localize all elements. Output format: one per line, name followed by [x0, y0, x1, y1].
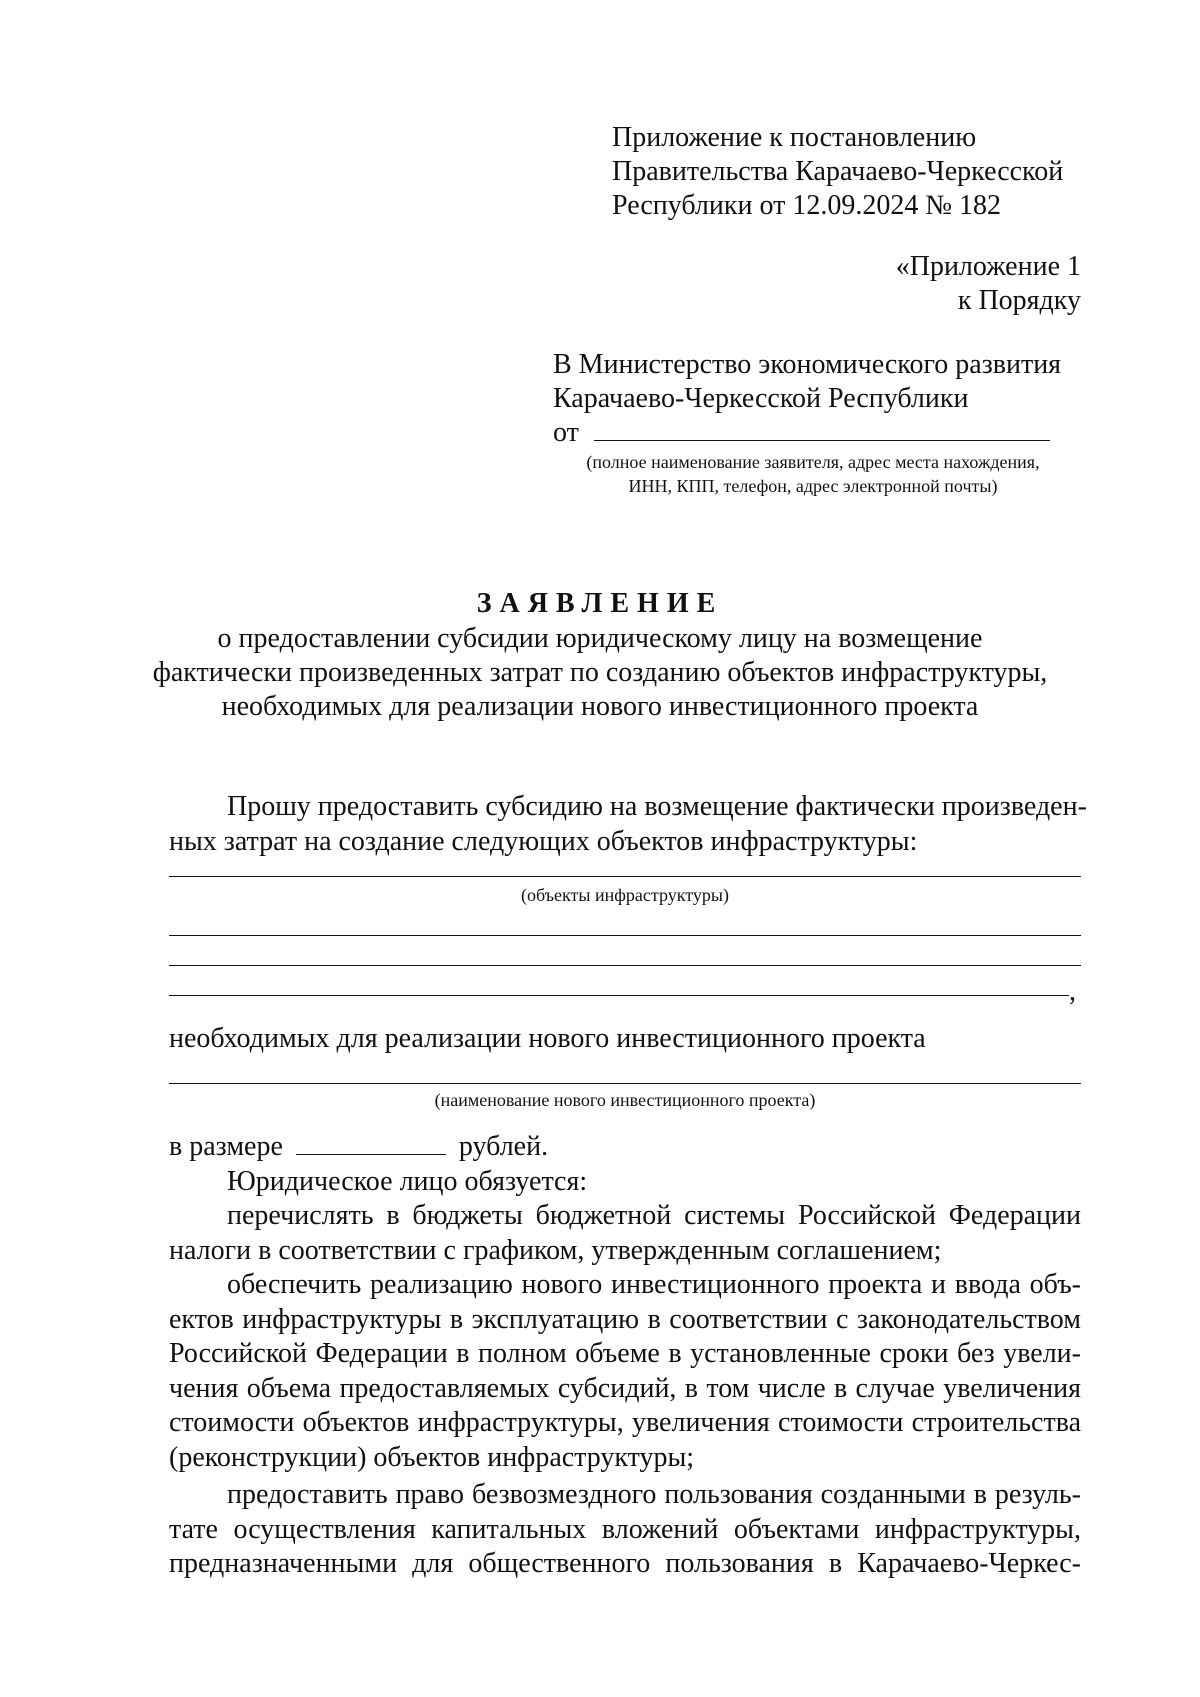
amount-blank-line [296, 1132, 446, 1155]
title-block [100, 588, 1100, 724]
annex-line-1: Приложение к постановлению [612, 122, 977, 153]
obligations-intro: Юридическое лицо обязуется: [227, 1165, 588, 1197]
obligations-block [169, 1130, 1081, 1582]
project-hint: (наименование нового инвестиционного проекта) [434, 1090, 816, 1110]
obligation-3-line-1: предоставить право безвозмездного пользования созданными в резуль- [227, 1479, 1081, 1510]
obligation-3-line-2: тате осуществления капитальных вложений объектами инфраструктуры, [169, 1513, 1081, 1545]
applicant-blank-line [594, 418, 1050, 441]
amount-prefix: в размере [169, 1131, 283, 1162]
request-block [169, 790, 1087, 859]
obligation-2-line-2: ектов инфраструктуры в эксплуатацию в соответствии с законодательством [169, 1303, 1081, 1335]
obligation-2-line-6: (реконструкции) объектов инфраструктуры; [169, 1441, 695, 1473]
obligation-2-line-1: обеспечить реализацию нового инвестиционного проекта и ввода объ- [227, 1269, 1081, 1300]
project-blank-line [169, 1083, 1081, 1084]
obligation-1-line-1: перечислять в бюджеты бюджетной системы Российской Федерации [227, 1200, 1081, 1231]
from-label: от [553, 417, 579, 448]
objects-blank-line-3 [169, 965, 1081, 966]
objects-blank-line-2 [169, 935, 1081, 936]
order-ref-line-2: к Порядку [957, 285, 1081, 316]
title-sub-2: фактически произведенных затрат по созданию объектов инфраструктуры, [152, 657, 1048, 688]
applicant-hint [553, 450, 1073, 498]
addressee-line-1: В Министерство экономического развития [553, 349, 1062, 380]
document-heading: ЗАЯВЛЕНИЕ [476, 588, 724, 619]
from-row [553, 416, 1061, 450]
title-sub-3: необходимых для реализации нового инвестиционного проекта [221, 691, 979, 722]
objects-comma: , [1069, 976, 1076, 1007]
request-line-1: Прошу предоставить субсидию на возмещение фактически произведен- [227, 791, 1087, 822]
annex-block [612, 121, 1063, 223]
annex-line-3: Республики от 12.09.2024 № 182 [612, 190, 1002, 221]
order-ref-block [800, 250, 1081, 318]
addressee-line-2: Карачаево-Черкесской Республики [553, 383, 969, 414]
amount-suffix: рублей. [458, 1131, 549, 1162]
applicant-hint-line-2: ИНН, КПП, телефон, адрес электронной почты) [628, 476, 998, 496]
obligation-2-line-3: Российской Федерации в полном объеме в установленные сроки без увели- [169, 1338, 1081, 1369]
request-line-2: ных затрат на создание следующих объектов инфраструктуры: [169, 825, 918, 857]
obligation-1-line-2: налоги в соответствии с графиком, утвержденным соглашением; [169, 1234, 942, 1266]
addressee-block [553, 348, 1061, 450]
obligation-3-line-3: предназначенными для общественного пользования в Карачаево-Черкес- [169, 1548, 1081, 1579]
title-sub-1: о предоставлении субсидии юридическому лицу на возмещение [217, 623, 983, 654]
objects-blank-line-1 [169, 876, 1081, 877]
annex-line-2: Правительства Карачаево-Черкесской [612, 156, 1064, 187]
amount-row [169, 1130, 1081, 1165]
obligation-2-line-4: чения объема предоставляемых субсидий, в том числе в случае увеличения [169, 1372, 1081, 1404]
objects-hint: (объекты инфраструктуры) [521, 885, 729, 905]
objects-blank-line-4 [169, 995, 1069, 996]
needed-line: необходимых для реализации нового инвестиционного проекта [169, 1023, 926, 1054]
obligation-2-line-5: стоимости объектов инфраструктуры, увеличения стоимости строительства [169, 1407, 1081, 1438]
order-ref-line-1: «Приложение 1 [895, 251, 1081, 282]
applicant-hint-line-1: (полное наименование заявителя, адрес места нахождения, [586, 452, 1040, 472]
